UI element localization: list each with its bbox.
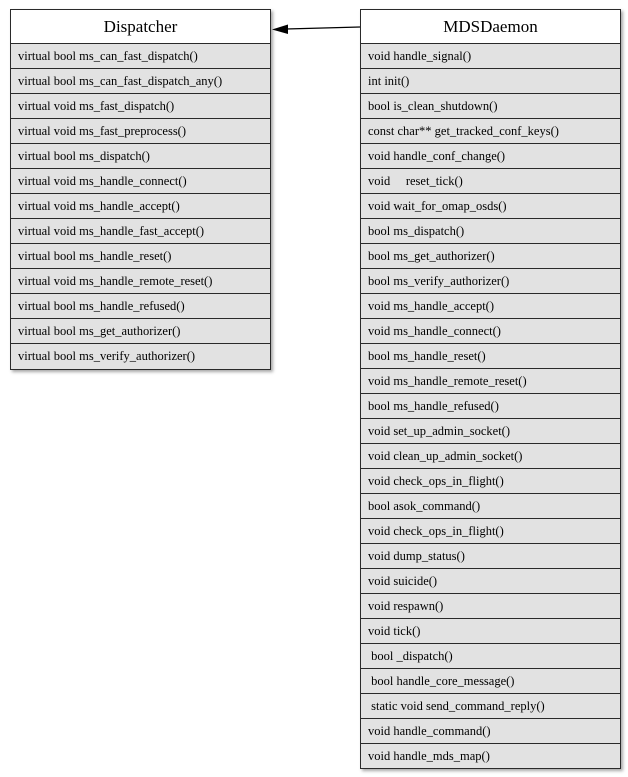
mdsdaemon-method: void ms_handle_accept() (361, 294, 620, 319)
dispatcher-method: virtual void ms_handle_accept() (11, 194, 270, 219)
dispatcher-class-title: Dispatcher (11, 10, 270, 44)
mdsdaemon-method: static void send_command_reply() (361, 694, 620, 719)
dispatcher-method: virtual bool ms_handle_reset() (11, 244, 270, 269)
dispatcher-method: virtual bool ms_get_authorizer() (11, 319, 270, 344)
dispatcher-method: virtual bool ms_verify_authorizer() (18, 349, 196, 363)
mdsdaemon-method: int init() (361, 69, 620, 94)
mdsdaemon-method: void check_ops_in_flight() (361, 519, 620, 544)
mdsdaemon-method-list (361, 44, 620, 769)
dispatcher-method: virtual bool ms_dispatch() (11, 144, 270, 169)
dispatcher-method: virtual void ms_fast_dispatch() (11, 94, 270, 119)
mdsdaemon-method: bool ms_verify_authorizer() (361, 269, 620, 294)
mdsdaemon-method: void tick() (361, 619, 620, 644)
mdsdaemon-method: void ms_handle_connect() (361, 319, 620, 344)
mdsdaemon-method: void respawn() (361, 594, 620, 619)
mdsdaemon-class-title: MDSDaemon (361, 10, 620, 44)
dispatcher-method: virtual void ms_handle_remote_reset() (11, 269, 270, 294)
mdsdaemon-method: bool handle_core_message() (361, 669, 620, 694)
dispatcher-method: virtual bool ms_can_fast_dispatch_any() (11, 69, 270, 94)
mdsdaemon-method: bool asok_command() (361, 494, 620, 519)
mdsdaemon-method: void clean_up_admin_socket() (361, 444, 620, 469)
dispatcher-method: virtual bool ms_can_fast_dispatch() (11, 44, 270, 69)
mdsdaemon-method: bool _dispatch() (361, 644, 620, 669)
mdsdaemon-method: void check_ops_in_flight() (361, 469, 620, 494)
mdsdaemon-method: void reset_tick() (361, 169, 620, 194)
mdsdaemon-method: const char** get_tracked_conf_keys() (361, 119, 620, 144)
mdsdaemon-method: void dump_status() (361, 544, 620, 569)
mdsdaemon-method: void handle_command() (361, 719, 620, 744)
dispatcher-class-box (10, 9, 271, 370)
inheritance-arrowhead (272, 25, 288, 35)
mdsdaemon-method: void suicide() (361, 569, 620, 594)
mdsdaemon-method: void wait_for_omap_osds() (361, 194, 620, 219)
mdsdaemon-method: bool ms_handle_reset() (361, 344, 620, 369)
dispatcher-method-list (11, 44, 270, 369)
mdsdaemon-method: void handle_mds_map() (368, 749, 490, 763)
mdsdaemon-method: void handle_conf_change() (361, 144, 620, 169)
mdsdaemon-method: bool ms_get_authorizer() (361, 244, 620, 269)
mdsdaemon-method: bool ms_dispatch() (361, 219, 620, 244)
mdsdaemon-method: void handle_signal() (361, 44, 620, 69)
inheritance-line (286, 27, 360, 29)
dispatcher-method: virtual void ms_handle_fast_accept() (11, 219, 270, 244)
mdsdaemon-method: void ms_handle_remote_reset() (361, 369, 620, 394)
dispatcher-method: virtual void ms_fast_preprocess() (11, 119, 270, 144)
mdsdaemon-class-box (360, 9, 621, 769)
mdsdaemon-method: bool ms_handle_refused() (361, 394, 620, 419)
dispatcher-method: virtual void ms_handle_connect() (11, 169, 270, 194)
mdsdaemon-method: bool is_clean_shutdown() (361, 94, 620, 119)
mdsdaemon-method: void set_up_admin_socket() (361, 419, 620, 444)
dispatcher-method: virtual bool ms_handle_refused() (11, 294, 270, 319)
